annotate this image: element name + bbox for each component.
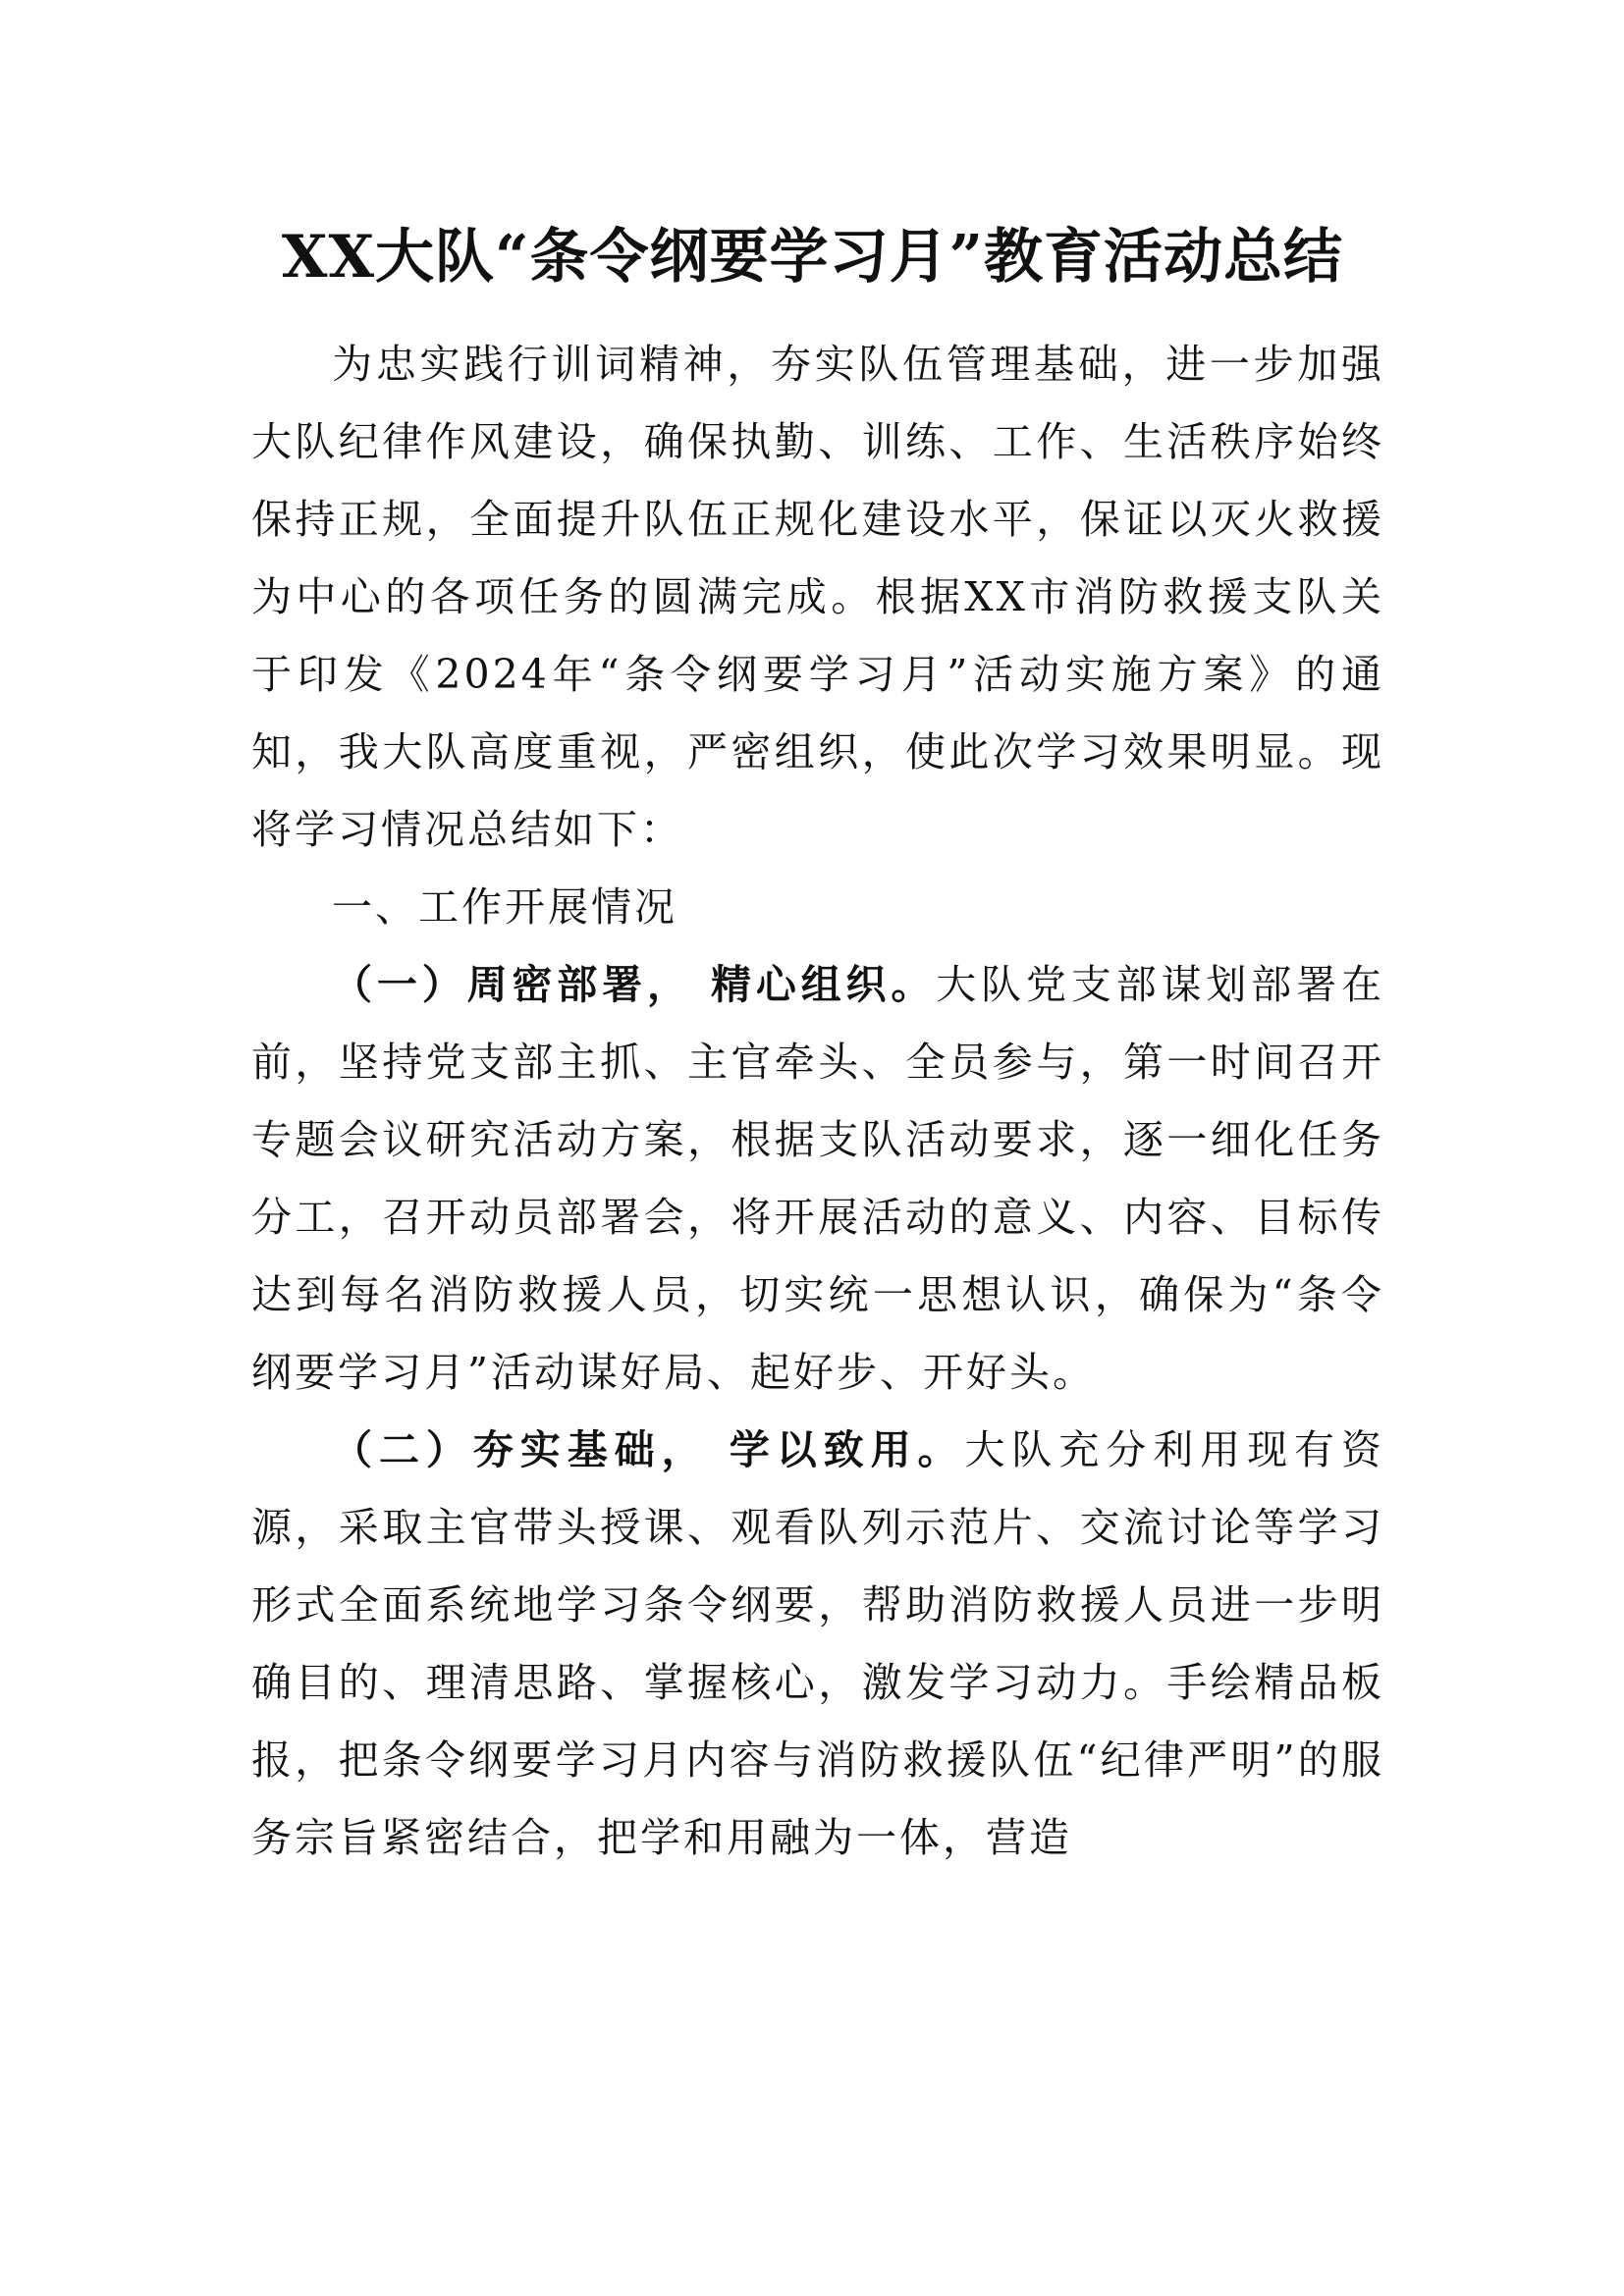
section-item-1 xyxy=(251,946,1384,1412)
item-1-text: 大队党支部谋划部署在前，坚持党支部主抓、主官牵头、全员参与，第一时间召开专题会议研究活动方案，根据支队活动要求，逐一细化任务分工，召开动员部署会，将开展活动的意义、内容、目标传达到每名消防救援人员，切实统一思想认识，确保为“条令纲要学习月”活动谋好局、起好步、开好头。 xyxy=(251,961,1384,1396)
document-title: XX大队“条令纲要学习月”教育活动总结 xyxy=(281,223,1344,292)
section-item-2 xyxy=(251,1412,1384,1877)
intro-paragraph: 为忠实践行训词精神，夯实队伍管理基础，进一步加强大队纪律作风建设，确保执勤、训练、工作、生活秩序始终保持正规，全面提升队伍正规化建设水平，保证以灭火救援为中心的各项任务的圆满完成。根据XX市消防救援支队关于印发《2024年“条令纲要学习月”活动实施方案》的通知，我大队高度重视，严密组织，使此次学习效果明显。现将学习情况总结如下： xyxy=(251,341,1384,853)
item-1-lead: （一）周密部署， 精心组织。 xyxy=(332,961,937,1008)
document-body xyxy=(251,326,1384,1877)
section-heading: 一、工作开展情况 xyxy=(332,883,677,931)
item-2-lead: （二）夯实基础， 学以致用。 xyxy=(332,1426,965,1473)
item-2-text: 大队充分利用现有资源，采取主官带头授课、观看队列示范片、交流讨论等学习形式全面系统地学习条令纲要，帮助消防救援人员进一步明确目的、理清思路、掌握核心，激发学习动力。手绘精品板报，把条令纲要学习月内容与消防救援队伍“纪律严明”的服务宗旨紧密结合，把学和用融为一体，营造 xyxy=(251,1426,1385,1861)
